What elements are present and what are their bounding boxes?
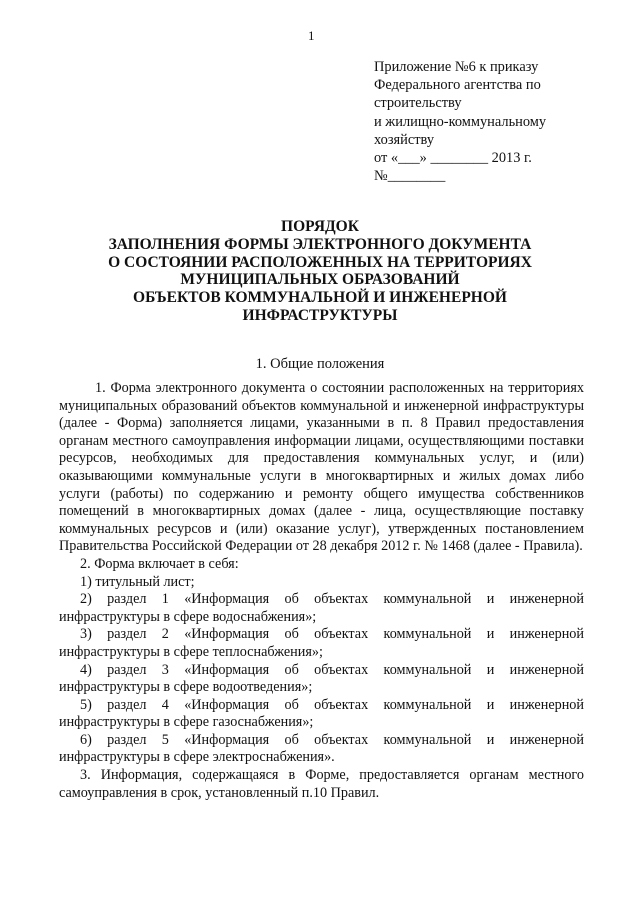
title-line: МУНИЦИПАЛЬНЫХ ОБРАЗОВАНИЙ <box>180 271 460 289</box>
paragraph-3: 3. Информация, содержащаяся в Форме, предоставляется органам местного самоуправления в срок, установленный п.10 Правил. <box>59 767 584 801</box>
title-line: ПОРЯДОК <box>281 218 359 235</box>
document-title <box>60 218 580 325</box>
list-item: 5) раздел 4 «Информация об объектах коммунальной и инженерной инфраструктуры в сфере газоснабжения»; <box>59 696 584 731</box>
appendix-line: Приложение №6 к приказу <box>374 59 539 75</box>
document-body <box>59 380 584 802</box>
section-heading: 1. Общие положения <box>255 356 385 372</box>
list-item: 2) раздел 1 «Информация об объектах коммунальной и инженерной инфраструктуры в сфере водоснабжения»; <box>59 591 584 625</box>
appendix-line: Федерального агентства по <box>374 77 541 94</box>
appendix-block <box>374 58 624 185</box>
paragraph-1: 1. Форма электронного документа о состоянии расположенных на территориях муниципальных образований объектов коммунальной и инженерной инфраструктуры (далее - Форма) заполняется лицами, указанными в п. 8 Правил предоставления органам местного самоуправления информации лицами, осуществляющими поставки ресурсов, необходимых для предоставления коммунальных услуг, и (или) оказывающими коммунальные услуги в многоквартирных и жилых домах либо услуги (работы) по содержанию и ремонту общего имущества собственников помещений в многоквартирных домах (далее - лица, осуществляющие поставку коммунальных ресурсов и (или) оказание услуг), утвержденных постановлением Правительства Российской Федерации от 28 декабря 2012 г. № 1468 (далее - Правила). <box>59 380 584 555</box>
title-line: ОБЪЕКТОВ КОММУНАЛЬНОЙ И ИНЖЕНЕРНОЙ <box>133 289 507 307</box>
appendix-line: хозяйству <box>374 131 435 148</box>
title-line: ЗАПОЛНЕНИЯ ФОРМЫ ЭЛЕКТРОННОГО ДОКУМЕНТА <box>108 235 532 253</box>
page-number: 1 <box>308 28 315 43</box>
title-line: ИНФРАСТРУКТУРЫ <box>242 306 398 324</box>
list-item: 3) раздел 2 «Информация об объектах коммунальной и инженерной инфраструктуры в сфере теплоснабжения»; <box>59 626 584 660</box>
paragraph-2: 2. Форма включает в себя: <box>80 555 239 572</box>
list-item: 4) раздел 3 «Информация об объектах коммунальной и инженерной инфраструктуры в сфере водоотведения»; <box>59 661 584 696</box>
appendix-number-line: №________ <box>374 168 446 185</box>
appendix-line: и жилищно-коммунальному <box>374 113 547 130</box>
list-item: 6) раздел 5 «Информация об объектах коммунальной и инженерной инфраструктуры в сфере электроснабжения». <box>59 731 584 766</box>
appendix-line: строительству <box>374 95 462 112</box>
title-line: О СОСТОЯНИИ РАСПОЛОЖЕННЫХ НА ТЕРРИТОРИЯХ <box>108 253 532 271</box>
list-item: 1) титульный лист; <box>80 573 195 590</box>
appendix-date-line: от «___» ________ 2013 г. <box>374 150 532 167</box>
